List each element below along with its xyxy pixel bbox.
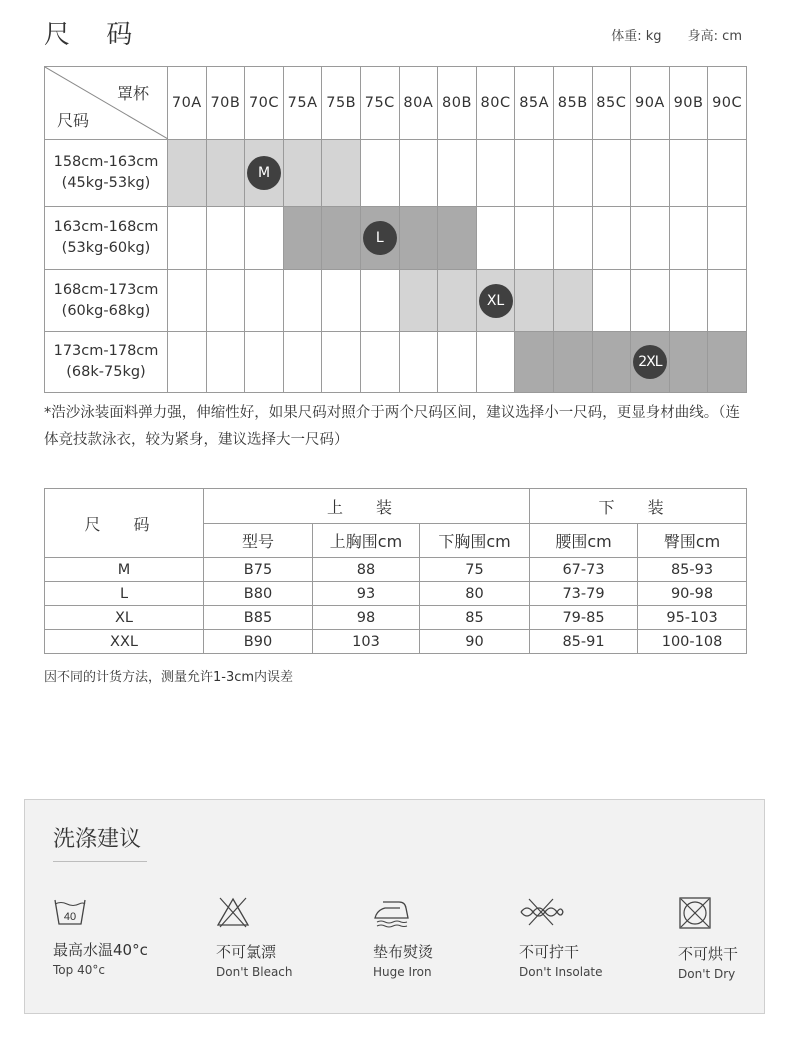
table-cell: L [45, 582, 204, 606]
chart-cell [515, 270, 554, 332]
table-cell: B85 [204, 606, 313, 630]
weight-range: (45kg-53kg) [61, 175, 151, 191]
wash-item-dry [678, 896, 790, 981]
chart-cell [476, 140, 515, 207]
chart-cell [631, 140, 670, 207]
cup-header-80c: 80C [476, 67, 515, 140]
height-range: 163cm-168cm [53, 219, 159, 235]
chart-cell [631, 332, 670, 393]
chart-cell [245, 332, 284, 393]
table-cell: 90 [420, 630, 530, 654]
weight-range: (68k-75kg) [66, 364, 146, 380]
chart-cell [206, 207, 245, 270]
cup-header-85c: 85C [592, 67, 631, 140]
table-cell: 103 [313, 630, 420, 654]
wash-item-bleach [216, 896, 346, 979]
chart-cell [515, 207, 554, 270]
wash-item-wring [519, 896, 649, 979]
weight-unit-label: 体重: kg [611, 29, 662, 44]
chart-cell [592, 207, 631, 270]
chart-cell [168, 332, 207, 393]
table-cell: 88 [313, 558, 420, 582]
chart-cell [206, 332, 245, 393]
body-range-label [45, 270, 168, 332]
chart-cell [360, 207, 399, 270]
chart-cell [168, 140, 207, 207]
wash-item-label-cn: 不可氯漂 [216, 943, 277, 961]
chart-cell [206, 270, 245, 332]
chart-cell [476, 207, 515, 270]
size-chart [44, 66, 747, 393]
table-cell: 85-93 [638, 558, 747, 582]
chart-cell [515, 332, 554, 393]
body-range-label [45, 207, 168, 270]
chart-cell [553, 332, 592, 393]
chart-cell [631, 207, 670, 270]
wash-item-temperature [53, 896, 183, 977]
cup-header-90a: 90A [631, 67, 670, 140]
measurement-error-note: 因不同的计货方法，测量允许1-3cm内误差 [44, 670, 294, 685]
chart-cell [438, 270, 477, 332]
chart-cell [283, 207, 322, 270]
iron-icon [373, 896, 409, 928]
chart-cell [206, 140, 245, 207]
wash-item-label-cn: 不可拧干 [519, 943, 580, 961]
chart-cell [592, 140, 631, 207]
table-cell: 93 [313, 582, 420, 606]
no-wring-icon [519, 896, 565, 928]
table-cell: 100-108 [638, 630, 747, 654]
cup-header-80b: 80B [438, 67, 477, 140]
size-badge: M [247, 156, 281, 190]
wash-item-label-en: Top 40°c [53, 963, 105, 977]
chart-cell [283, 332, 322, 393]
chart-cell [476, 332, 515, 393]
table-cell: 98 [313, 606, 420, 630]
chart-cell [322, 140, 361, 207]
body-range-label [45, 332, 168, 393]
height-range: 158cm-163cm [53, 154, 159, 170]
washing-instructions-panel [24, 799, 765, 1014]
wash-item-label-en: Don't Insolate [519, 965, 603, 979]
chart-cell [553, 270, 592, 332]
corner-size-label: 尺码 [57, 111, 90, 130]
cup-header-85a: 85A [515, 67, 554, 140]
table-cell: 79-85 [530, 606, 638, 630]
reference-units [589, 25, 742, 44]
cup-header-85b: 85B [553, 67, 592, 140]
size-badge: XL [479, 284, 513, 318]
chart-cell [283, 140, 322, 207]
wash-item-label-en: Don't Bleach [216, 965, 293, 979]
cup-header-75c: 75C [360, 67, 399, 140]
title-underline [53, 861, 147, 862]
table-cell: 75 [420, 558, 530, 582]
size-badge: 2XL [633, 345, 667, 379]
chart-cell [245, 140, 284, 207]
wash-item-label-en: Huge Iron [373, 965, 432, 979]
chart-cell [438, 332, 477, 393]
table-cell: XL [45, 606, 204, 630]
measure-subheader: 型号 [204, 524, 313, 558]
height-range: 168cm-173cm [53, 281, 159, 298]
table-cell: 85-91 [530, 630, 638, 654]
chart-cell [669, 207, 708, 270]
chart-cell [553, 140, 592, 207]
wash-item-iron [373, 896, 503, 979]
no-bleach-icon [216, 896, 250, 928]
chart-cell [399, 332, 438, 393]
top-wear-header: 上 装 [204, 489, 530, 524]
weight-range: (53kg-60kg) [61, 240, 151, 256]
table-cell: XXL [45, 630, 204, 654]
chart-cell [360, 140, 399, 207]
chart-cell [438, 207, 477, 270]
table-cell: 85 [420, 606, 530, 630]
table-cell: 90-98 [638, 582, 747, 606]
body-range-label [45, 140, 168, 207]
table-row [45, 606, 747, 630]
table-cell: 95-103 [638, 606, 747, 630]
chart-cell [283, 270, 322, 332]
chart-cell [515, 140, 554, 207]
chart-cell [438, 140, 477, 207]
table-row [45, 630, 747, 654]
chart-cell [669, 140, 708, 207]
cup-header-75b: 75B [322, 67, 361, 140]
size-chart-row [45, 207, 747, 270]
size-badge: L [363, 221, 397, 255]
cup-header-75a: 75A [283, 67, 322, 140]
size-chart-row [45, 270, 747, 332]
chart-cell [669, 332, 708, 393]
table-cell: B80 [204, 582, 313, 606]
table-cell: 80 [420, 582, 530, 606]
size-chart-row [45, 332, 747, 393]
size-advice-note: *浩沙泳装面料弹力强，伸缩性好，如果尺码对照介于两个尺码区间，建议选择小一尺码，更显身材曲线。（连体竞技款泳衣，较为紧身，建议选择大一尺码） [44, 405, 740, 448]
height-unit-label: 身高: cm [687, 29, 742, 44]
chart-cell [631, 270, 670, 332]
chart-cell [399, 140, 438, 207]
wash-temperature-value: 40 [63, 911, 77, 923]
table-cell: M [45, 558, 204, 582]
table-cell: 73-79 [530, 582, 638, 606]
measure-subheader: 下胸围cm [420, 524, 530, 558]
chart-cell [708, 140, 747, 207]
table-cell: B75 [204, 558, 313, 582]
size-chart-row [45, 140, 747, 207]
cup-header-90c: 90C [708, 67, 747, 140]
cup-header-90b: 90B [669, 67, 708, 140]
page-title: 尺 码 [44, 20, 147, 50]
chart-cell [476, 270, 515, 332]
wash-item-label-en: Don't Dry [678, 967, 736, 981]
chart-cell [708, 270, 747, 332]
chart-cell [399, 207, 438, 270]
height-range: 173cm-178cm [53, 343, 159, 359]
chart-cell [322, 270, 361, 332]
chart-cell [245, 270, 284, 332]
weight-range: (60kg-68kg) [61, 302, 151, 319]
chart-cell [708, 332, 747, 393]
measurement-table [44, 488, 747, 654]
chart-cell [360, 270, 399, 332]
cup-header-70b: 70B [206, 67, 245, 140]
washing-title: 洗涤建议 [53, 827, 142, 852]
chart-cell [245, 207, 284, 270]
chart-cell [592, 270, 631, 332]
measure-subheader: 上胸围cm [313, 524, 420, 558]
table-cell: B90 [204, 630, 313, 654]
bottom-wear-header: 下 装 [530, 489, 747, 524]
chart-cell [322, 332, 361, 393]
chart-corner-header [45, 67, 168, 140]
wash-item-label-cn: 最高水温40°c [53, 941, 148, 959]
no-tumble-dry-icon [678, 896, 712, 930]
size-column-header: 尺 码 [45, 489, 204, 558]
wash-item-label-cn: 垫布熨烫 [373, 943, 434, 961]
wash-40-icon [53, 896, 87, 926]
chart-cell [168, 207, 207, 270]
corner-cup-label: 罩杯 [116, 84, 149, 103]
table-row [45, 582, 747, 606]
cup-header-80a: 80A [399, 67, 438, 140]
chart-cell [399, 270, 438, 332]
cup-header-70c: 70C [245, 67, 284, 140]
measure-subheader: 臀围cm [638, 524, 747, 558]
chart-cell [168, 270, 207, 332]
table-row [45, 558, 747, 582]
chart-cell [553, 207, 592, 270]
chart-cell [322, 207, 361, 270]
measure-subheader: 腰围cm [530, 524, 638, 558]
chart-cell [360, 332, 399, 393]
wash-item-label-cn: 不可烘干 [678, 945, 739, 963]
chart-cell [669, 270, 708, 332]
chart-cell [592, 332, 631, 393]
cup-header-70a: 70A [168, 67, 207, 140]
chart-cell [708, 207, 747, 270]
table-cell: 67-73 [530, 558, 638, 582]
